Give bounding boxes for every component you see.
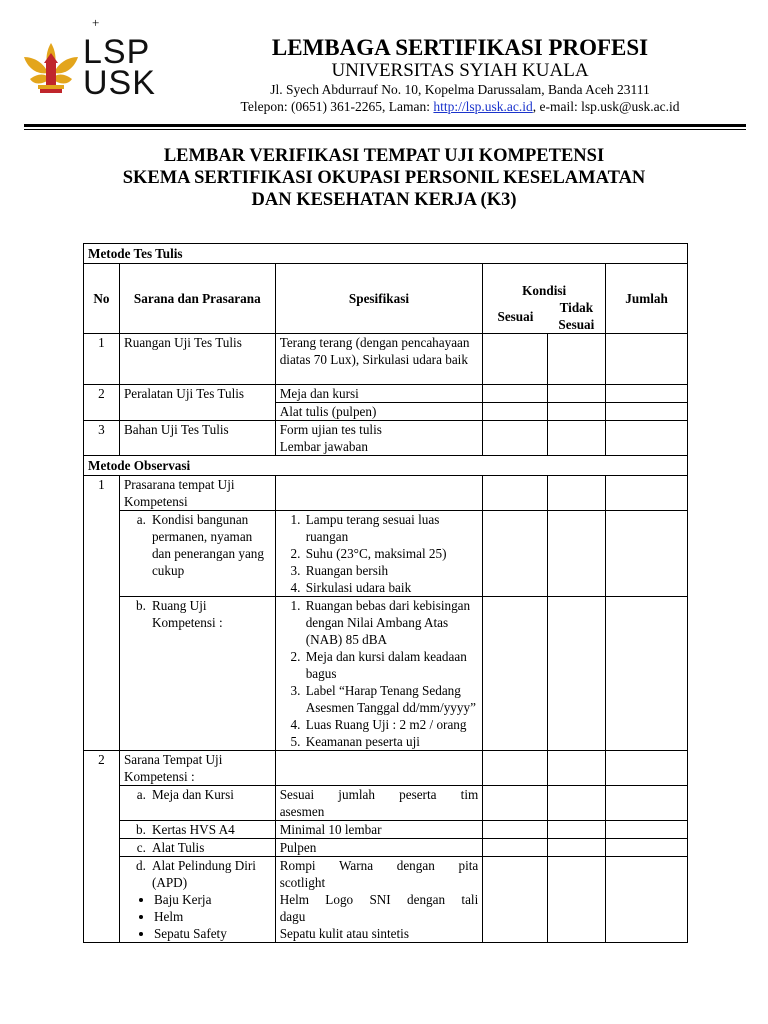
row-item: [119, 786, 275, 821]
row-spec: [275, 511, 483, 597]
spec-item: 2. Meja dan kursi dalam keadaan bagus: [304, 648, 479, 682]
row-no: 3: [84, 421, 120, 456]
verification-table: [83, 243, 688, 943]
spec-line: dagu: [279, 909, 306, 924]
table-row: [84, 821, 688, 839]
cell-jumlah[interactable]: [606, 751, 688, 786]
spec-list: [280, 511, 479, 596]
table-header-row: [84, 264, 688, 300]
phone-text: Telepon: (0651) 361-2265, Laman:: [240, 99, 434, 114]
website-link[interactable]: http://lsp.usk.ac.id: [433, 99, 533, 114]
item-marker: d.: [136, 858, 146, 873]
table-row: [84, 385, 688, 403]
cell-tidak-sesuai[interactable]: [548, 751, 606, 786]
spec-item: 4. Luas Ruang Uji : 2 m2 / orang: [304, 716, 479, 733]
row-spec: Minimal 10 lembar: [275, 821, 483, 839]
spec-list: [280, 597, 479, 750]
table-row: [84, 511, 688, 597]
cell-tidak-sesuai[interactable]: [548, 857, 606, 943]
row-item: [119, 511, 275, 597]
row-spec: Pulpen: [275, 839, 483, 857]
doc-title-line-2: SKEMA SERTIFIKASI OKUPASI PERSONIL KESELAMATAN: [122, 168, 646, 188]
spec-item: 1. Ruangan bebas dari kebisingan dengan Nilai Ambang Atas (NAB) 85 dBA: [304, 597, 479, 648]
header-rule-thin: [24, 129, 746, 130]
row-item: [119, 821, 275, 839]
email-text: , e-mail: lsp.usk@usk.ac.id: [532, 99, 680, 114]
table-row: [84, 857, 688, 943]
header-jumlah: Jumlah: [606, 264, 688, 334]
spec-line: Form ujian tes tulis: [279, 422, 382, 437]
spec-item: 4. Sirkulasi udara baik: [304, 579, 479, 596]
table-row: [84, 334, 688, 385]
row-spec: [275, 597, 483, 751]
header-spec: Spesifikasi: [275, 264, 483, 334]
apd-item: • Helm: [154, 908, 271, 925]
logo-text-usk: USK: [83, 64, 156, 102]
address-line: Jl. Syech Abdurrauf No. 10, Kopelma Darussalam, Banda Aceh 23111: [270, 82, 650, 97]
spec-line: Rompi Warna dengan pita: [279, 858, 479, 873]
row-no: 2: [84, 751, 120, 943]
cell-sesuai[interactable]: [483, 751, 548, 786]
apd-item: • Sepatu Safety: [154, 925, 271, 942]
logo-text-lsp: LSP: [83, 33, 151, 71]
institution-name: LEMBAGA SERTIFIKASI PROFESI: [271, 35, 649, 60]
item-marker: b.: [136, 822, 146, 837]
section-title: Metode Observasi: [84, 456, 688, 476]
header-sarana: Sarana dan Prasarana: [119, 264, 275, 334]
cell-jumlah[interactable]: [606, 476, 688, 511]
cell-tidak-sesuai[interactable]: [548, 476, 606, 511]
row-no: 2: [84, 385, 120, 421]
apd-item: • Baju Kerja: [154, 891, 271, 908]
row-spec: [275, 421, 483, 456]
cell-sesuai[interactable]: [483, 334, 548, 385]
row-item: Prasarana tempat Uji Kompetensi: [119, 476, 275, 511]
item-text: Ruang Uji Kompetensi :: [151, 598, 223, 630]
row-no: 1: [84, 334, 120, 385]
table-row: [84, 421, 688, 456]
spec-item: 5. Keamanan peserta uji: [304, 733, 479, 750]
spec-line: Sepatu kulit atau sintetis: [279, 926, 409, 941]
spec-line: Sesuai jumlah peserta tim: [279, 787, 479, 802]
item-marker: c.: [136, 840, 146, 855]
row-item: [119, 597, 275, 751]
cell-jumlah[interactable]: [606, 511, 688, 597]
row-item: [119, 857, 275, 943]
cell-tidak-sesuai[interactable]: [548, 403, 606, 421]
cell-sesuai[interactable]: [483, 597, 548, 751]
spec-line: Lembar jawaban: [279, 439, 368, 454]
row-no: 1: [84, 476, 120, 751]
row-item: Bahan Uji Tes Tulis: [119, 421, 275, 456]
cell-tidak-sesuai[interactable]: [548, 421, 606, 456]
cell-sesuai[interactable]: [483, 385, 548, 403]
page-mark: +: [92, 15, 100, 30]
lotus-emblem-icon: [20, 39, 82, 97]
cell-jumlah[interactable]: [606, 597, 688, 751]
table-row: [84, 751, 688, 786]
row-spec: [275, 476, 483, 511]
section-row-written-test: [84, 244, 688, 264]
cell-sesuai[interactable]: [483, 511, 548, 597]
row-spec: Meja dan kursi: [275, 385, 483, 403]
item-text: Meja dan Kursi: [151, 787, 234, 802]
lsp-usk-logo: [20, 33, 156, 102]
cell-tidak-sesuai[interactable]: [548, 511, 606, 597]
cell-jumlah[interactable]: [606, 821, 688, 839]
spec-item: 1. Lampu terang sesuai luas ruangan: [304, 511, 479, 545]
item-text: Kertas HVS A4: [151, 822, 235, 837]
header-rule-thick: [24, 124, 746, 127]
cell-sesuai[interactable]: [483, 421, 548, 456]
university-name: UNIVERSITAS SYIAH KUALA: [331, 60, 589, 81]
row-spec: [275, 857, 483, 943]
cell-jumlah[interactable]: [606, 839, 688, 857]
cell-sesuai[interactable]: [483, 821, 548, 839]
contact-line: [160, 99, 760, 115]
cell-jumlah[interactable]: [606, 403, 688, 421]
row-item: Ruangan Uji Tes Tulis: [119, 334, 275, 385]
cell-tidak-sesuai[interactable]: [548, 334, 606, 385]
item-marker: b.: [136, 598, 146, 613]
row-spec: Terang terang (dengan pencahayaan diatas 70 Lux), Sirkulasi udara baik: [275, 334, 483, 385]
spec-item: 2. Suhu (23°C, maksimal 25): [304, 545, 479, 562]
header-kondisi: Kondisi: [483, 264, 606, 300]
header-tidak-sesuai: Tidak Sesuai: [548, 299, 606, 334]
item-text: Alat Pelindung Diri (APD): [151, 858, 256, 890]
row-item: Sarana Tempat Uji Kompetensi :: [119, 751, 275, 786]
apd-list: [124, 891, 271, 942]
row-item: Peralatan Uji Tes Tulis: [119, 385, 275, 421]
cell-tidak-sesuai[interactable]: [548, 786, 606, 821]
header-sesuai: Sesuai: [483, 299, 548, 334]
item-text: Alat Tulis: [151, 840, 205, 855]
cell-tidak-sesuai[interactable]: [548, 385, 606, 403]
spec-item: 3. Label “Harap Tenang Sedang Asesmen Tanggal dd/mm/yyyy”: [304, 682, 479, 716]
row-spec: [275, 751, 483, 786]
cell-jumlah[interactable]: [606, 385, 688, 403]
cell-sesuai[interactable]: [483, 857, 548, 943]
doc-title-line-3: DAN KESEHATAN KERJA (K3): [251, 190, 517, 210]
table-row: [84, 786, 688, 821]
cell-jumlah[interactable]: [606, 421, 688, 456]
doc-title-line-1: LEMBAR VERIFIKASI TEMPAT UJI KOMPETENSI: [163, 146, 605, 166]
cell-sesuai[interactable]: [483, 839, 548, 857]
cell-jumlah[interactable]: [606, 857, 688, 943]
spec-line: Helm Logo SNI dengan tali: [279, 892, 479, 907]
cell-jumlah[interactable]: [606, 334, 688, 385]
header-no: No: [84, 264, 120, 334]
section-title: Metode Tes Tulis: [84, 244, 688, 264]
cell-tidak-sesuai[interactable]: [548, 839, 606, 857]
table-row: [84, 476, 688, 511]
cell-jumlah[interactable]: [606, 786, 688, 821]
table-row: [84, 839, 688, 857]
cell-sesuai[interactable]: [483, 403, 548, 421]
cell-tidak-sesuai[interactable]: [548, 821, 606, 839]
spec-line: asesmen: [279, 804, 325, 819]
spec-item: 3. Ruangan bersih: [304, 562, 479, 579]
spec-line: scotlight: [279, 875, 326, 890]
row-spec: [275, 786, 483, 821]
row-item: [119, 839, 275, 857]
cell-sesuai[interactable]: [483, 476, 548, 511]
item-marker: a.: [136, 512, 146, 527]
section-row-observation: [84, 456, 688, 476]
cell-sesuai[interactable]: [483, 786, 548, 821]
item-marker: a.: [136, 787, 146, 802]
table-row: [84, 597, 688, 751]
item-text: Kondisi bangunan permanen, nyaman dan penerangan yang cukup: [151, 512, 264, 578]
cell-tidak-sesuai[interactable]: [548, 597, 606, 751]
row-spec: Alat tulis (pulpen): [275, 403, 483, 421]
